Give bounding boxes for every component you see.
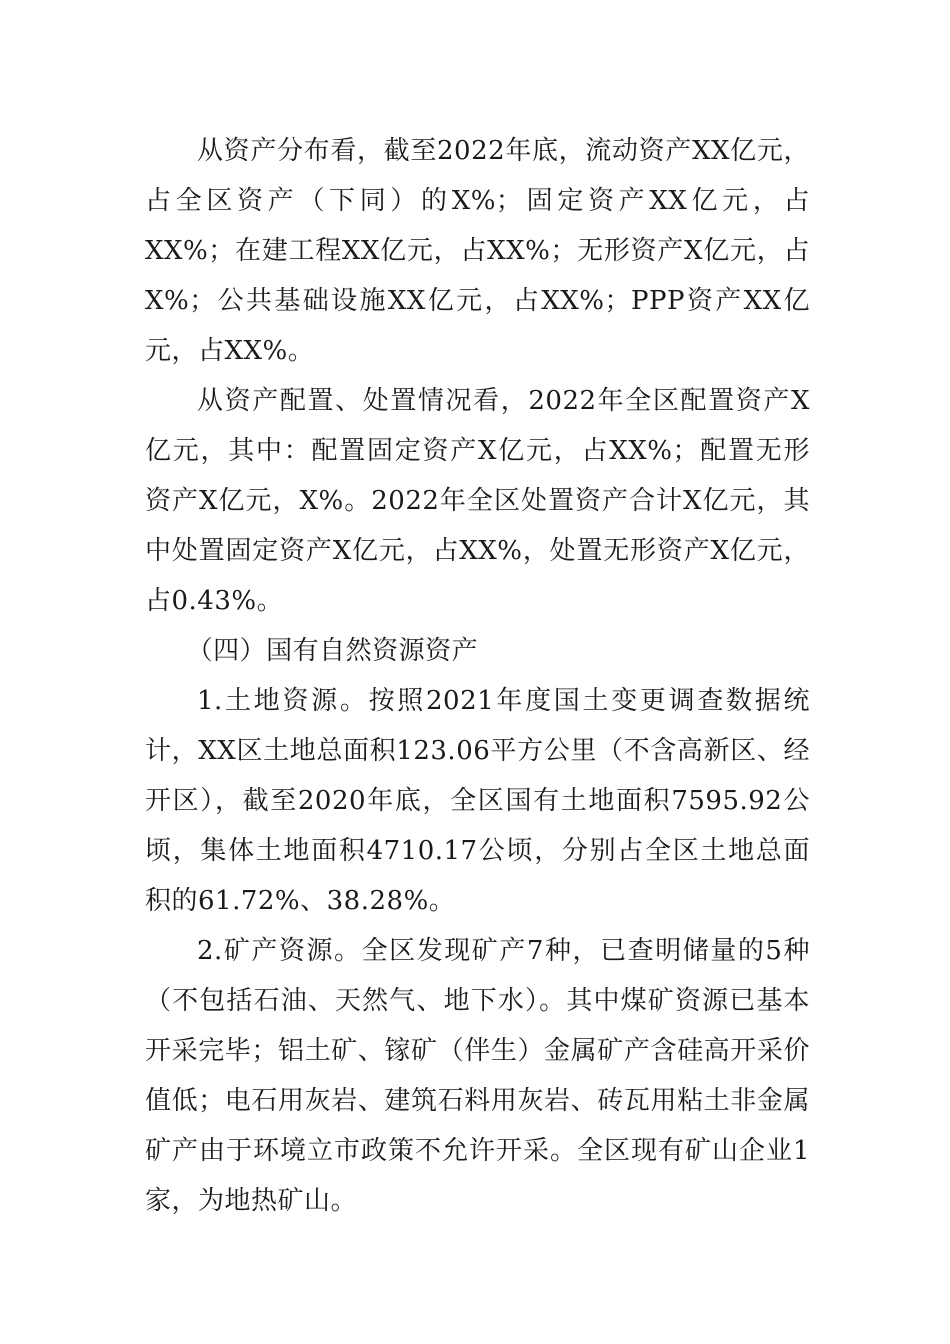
paragraph-mineral-resources: 2.矿产资源。全区发现矿产7种，已查明储量的5种（不包括石油、天然气、地下水）。其中煤矿资源已基本开采完毕；铝土矿、镓矿（伴生）金属矿产含硅高开采价值低；电石用灰岩、建筑石料用灰岩、砖瓦用粘土非金属矿产由于环境立市政策不允许开采。全区现有矿山企业1家，为地热矿山。 [145, 936, 810, 1216]
paragraph-asset-distribution: 从资产分布看，截至2022年底，流动资产XX亿元，占全区资产（下同）的X%；固定资产XX亿元，占XX%；在建工程XX亿元，占XX%；无形资产X亿元，占X%；公共基础设施XX亿元，占XX%；PPP资产XX亿元，占XX%。 [145, 136, 810, 366]
paragraph-asset-allocation-disposal: 从资产配置、处置情况看，2022年全区配置资产X亿元，其中：配置固定资产X亿元，占XX%；配置无形资产X亿元，X%。2022年全区处置资产合计X亿元，其中处置固定资产X亿元，占XX%，处置无形资产X亿元，占0.43%。 [145, 386, 810, 616]
document-body [145, 126, 810, 1226]
section-heading-natural-resources: （四）国有自然资源资产 [186, 636, 479, 666]
paragraph-land-resources: 1.土地资源。按照2021年度国土变更调查数据统计，XX区土地总面积123.06平方公里（不含高新区、经开区），截至2020年底，全区国有土地面积7595.92公顷，集体土地面积4710.17公顷，分别占全区土地总面积的61.72%、38.28%。 [145, 686, 810, 916]
